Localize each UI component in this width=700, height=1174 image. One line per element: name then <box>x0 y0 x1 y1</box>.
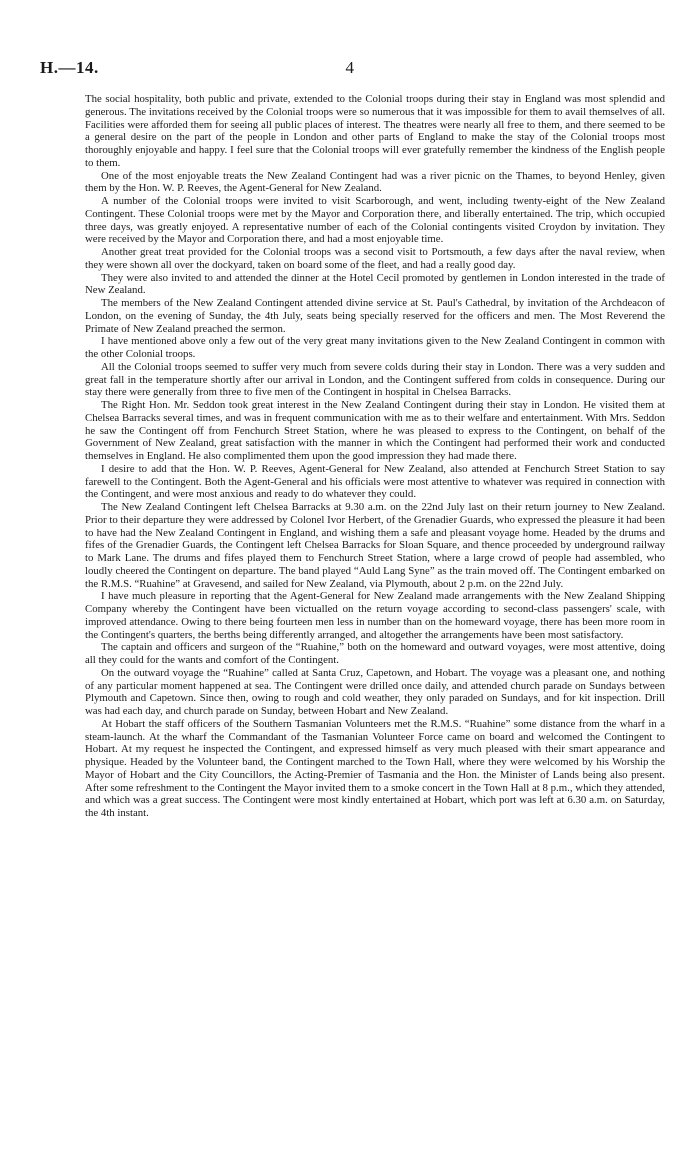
paragraph-st-pauls: The members of the New Zealand Contingent attended divine service at St. Paul's Cathedral, by invitation of the Archdeacon of London, on the evening of Sunday, the 4th July, seats being specially reserved for the officers and men. The Most Reverend the Primate of New Zealand preached the sermon. <box>85 297 665 335</box>
paragraph-river-picnic: One of the most enjoyable treats the New Zealand Contingent had was a river picnic on the Thames, to beyond Henley, given them by the Hon. W. P. Reeves, the Agent-General for New Zealand. <box>85 169 665 195</box>
paragraph-scarborough: A number of the Colonial troops were invited to visit Scarborough, and went, including twenty-eight of the New Zealand Contingent. These Colonial troops were met by the Mayor and Corporation there, and liberally entertained. The trip, which occupied three days, was greatly enjoyed. A representative number of each of the Colonial contingents visited Croydon by invitation. They were received by the Mayor and Corporation there, and had a most enjoyable time. <box>85 195 665 246</box>
paragraph-portsmouth: Another great treat provided for the Colonial troops was a second visit to Portsmouth, a few days after the naval review, when they were shown all over the dockyard, taken on board some of the fleet, and had a really good day. <box>85 246 665 271</box>
paragraph-victualling: I have much pleasure in reporting that the Agent-General for New Zealand made arrangements with the New Zealand Shipping Company whereby the Contingent have been victualled on the return voyage according to second-class passengers' scale, with improved attendance. Owing to there being fourteen men less in number than on the homeward voyage, there has been more room in the Contingent's quarters, the berths being differently arranged, and altogether the arrangements have been most satisfactory. <box>85 590 665 641</box>
paragraph-seddon: The Right Hon. Mr. Seddon took great interest in the New Zealand Contingent during their stay in London. He visited them at Chelsea Barracks several times, and was in frequent communication with me as to their welfare and entertainment. With Mrs. Seddon he saw the Contingent off from Fenchurch Street Station, where he was pleased to express to the Contingent, on behalf of the Government of New Zealand, great satisfaction with the manner in which the Contingent had performed their work and conducted themselves in England. He also complimented them upon the good impression they had made there. <box>85 399 665 462</box>
document-reference: H.—14. <box>40 58 99 77</box>
paragraph-hotel-cecil: They were also invited to and attended the dinner at the Hotel Cecil promoted by gentlemen in London interested in the trade of New Zealand. <box>85 271 665 297</box>
body-text <box>85 93 665 820</box>
paragraph-departure: The New Zealand Contingent left Chelsea Barracks at 9.30 a.m. on the 22nd July last on their return journey to New Zealand. Prior to their departure they were addressed by Colonel Ivor Herbert, of the Grenadier Guards, who expressed the pleasure it had been to have had the New Zealand Contingent in England, and wishing them a safe and pleasant voyage home. Headed by the drums and fifes of the Grenadier Guards, the Contingent left Chelsea Barracks for Sloan Square, and thence proceeded by underground railway to Mark Lane. The drums and fifes played them to Fenchurch Street Station, where a large crowd of people had assembled, who loudly cheered the Contingent on departure. The band played “Auld Lang Syne” as the train moved off. The Contingent embarked on the R.M.S. “Ruahine” at Gravesend, and sailed for New Zealand, via Plymouth, about 2 p.m. on the 22nd July. <box>85 501 665 590</box>
paragraph-invitations: I have mentioned above only a few out of the very great many invitations given to the New Zealand Contingent in common with the other Colonial troops. <box>85 335 665 360</box>
paragraph-hobart: At Hobart the staff officers of the Southern Tasmanian Volunteers met the R.M.S. “Ruahine” some distance from the wharf in a steam-launch. At the wharf the Commandant of the Tasmanian Volunteer Force came on board and welcomed the Contingent to Hobart. At my request he inspected the Contingent, and expressed himself as very much pleased with their smart appearance and physique. Headed by the Volunteer band, the Contingent marched to the Town Hall, where they were welcomed by his Worship the Mayor of Hobart and the City Councillors, the Acting-Premier of Tasmania and the Hon. the Minister of Lands being also present. After some refreshment to the Contingent the Mayor invited them to a smoke concert in the Town Hall at 8 p.m., which they attended, and which was a great success. The Contingent were most kindly entertained at Hobart, which port was left at 6.30 a.m. on Saturday, the 4th instant. <box>85 717 665 819</box>
paragraph-colds: All the Colonial troops seemed to suffer very much from severe colds during their stay in London. There was a very sudden and great fall in the temperature shortly after our arrival in London, and the Contingent suffered from colds in consequence. During our stay there were generally from three to five men of the Contingent in hospital in Chelsea Barracks. <box>85 360 665 399</box>
page-number: 4 <box>345 58 355 77</box>
paragraph-outward-voyage: On the outward voyage the “Ruahine” called at Santa Cruz, Capetown, and Hobart. The voyage was a pleasant one, and nothing of any particular moment happened at sea. The Contingent were drilled once daily, and attended church parade on Sundays between Plymouth and Capetown. Since then, owing to rough and cold weather, they only paraded on Sundays, and for kit inspection. Drill was had each day, and church parade on Sunday, between Hobart and New Zealand. <box>85 666 665 717</box>
page-header <box>40 58 660 82</box>
paragraph-reeves-farewell: I desire to add that the Hon. W. P. Reeves, Agent-General for New Zealand, also attended at Fenchurch Street Station to say farewell to the Contingent. Both the Agent-General and his officials were most attentive to whatever was required in connection with the Contingent, and were most anxious and ready to do whatever they could. <box>85 462 665 501</box>
paragraph-ruahine-crew: The captain and officers and surgeon of the “Ruahine,” both on the homeward and outward voyages, were most attentive, doing all they could for the wants and comfort of the Contingent. <box>85 641 665 666</box>
paragraph-hospitality: The social hospitality, both public and private, extended to the Colonial troops during their stay in England was most splendid and generous. The invitations received by the Colonial troops were so numerous that it was impossible for them to avail themselves of all. Facilities were afforded them for seeing all public places of interest. The theatres were nearly all free to them, and there seemed to be a general desire on the part of the people in London and other parts of England to make the stay of the Colonial troops most thoroughly enjoyable and happy. I feel sure that the Colonial troops will ever gratefully remember the kindness of the English people to them. <box>85 93 665 169</box>
